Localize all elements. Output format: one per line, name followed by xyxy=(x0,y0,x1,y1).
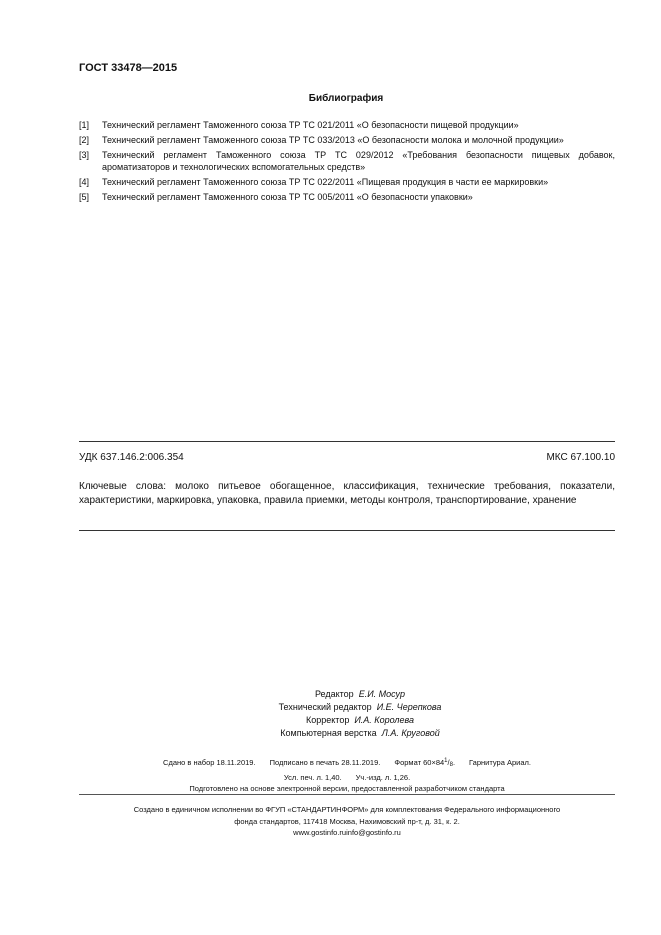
credit-layout xyxy=(150,727,570,740)
bottom-divider xyxy=(79,530,615,531)
credit-proofreader xyxy=(150,714,570,727)
bibliography-item xyxy=(79,120,615,132)
imprint-line-1 xyxy=(79,756,615,772)
standard-code: ГОСТ 33478—2015 xyxy=(79,62,178,74)
signed-date: Подписано в печать 28.11.2019. xyxy=(269,758,381,767)
mks-code: МКС 67.100.10 xyxy=(546,452,615,463)
footer-contacts xyxy=(79,827,615,839)
bibliography-list xyxy=(79,120,615,207)
reference-text: Технический регламент Таможенного союза ТР ТС 005/2011 «О безопасности упаковки» xyxy=(102,191,473,202)
reference-text: Технический регламент Таможенного союза ТР ТС 029/2012 «Требования безопасности пищевых добавок, ароматизаторов и технологических вспомогательных средств» xyxy=(102,150,615,172)
reference-number: [1] xyxy=(79,120,90,130)
website-link[interactable]: www.gostinfo.ru xyxy=(293,828,347,837)
footer-line-1: Создано в единичном исполнении во ФГУП «СТАНДАРТИНФОРМ» для комплектования Федерального информационного xyxy=(133,805,561,814)
credits-block xyxy=(150,688,570,740)
credit-role: Корректор xyxy=(306,715,350,725)
credit-editor xyxy=(150,688,570,701)
credit-name: Е.И. Мосур xyxy=(358,689,406,699)
bibliography-item xyxy=(79,135,615,147)
submitted-date: Сдано в набор 18.11.2019. xyxy=(163,758,256,767)
keywords: Ключевые слова: молоко питьевое обогащенное, классификация, технические требования, показатели, характеристики, маркировка, упаковка, правила приемки, методы контроля, транспортирование, хранение xyxy=(79,481,615,506)
bibliography-item xyxy=(79,150,615,173)
reference-text: Технический регламент Таможенного союза ТР ТС 033/2013 «О безопасности молока и молочной продукции» xyxy=(102,135,564,145)
credit-role: Технический редактор xyxy=(278,702,372,712)
credit-role: Редактор xyxy=(314,689,354,699)
top-divider xyxy=(79,441,615,442)
credit-name: И.Е. Черепкова xyxy=(376,702,442,712)
bibliography-title: Библиография xyxy=(308,93,384,104)
footer-line-2: фонда стандартов, 117418 Москва, Нахимовский пр-т, д. 31, к. 2. xyxy=(234,816,460,826)
credit-role: Компьютерная верстка xyxy=(280,728,377,738)
reference-text: Технический регламент Таможенного союза ТР ТС 022/2011 «Пищевая продукция в части ее маркировки» xyxy=(102,176,549,187)
credit-tech-editor xyxy=(150,701,570,714)
reference-number: [2] xyxy=(79,135,90,145)
reference-number: [5] xyxy=(79,191,90,202)
imprint-line-2 xyxy=(79,772,615,784)
bibliography-item xyxy=(79,192,615,204)
paper-format: Формат $60\times 84^1/_8$. xyxy=(394,758,456,768)
bibliography-item xyxy=(79,177,615,189)
reference-number: [4] xyxy=(79,176,90,187)
reference-text: Технический регламент Таможенного союза ТР ТС 021/2011 «О безопасности пищевой продукции» xyxy=(102,120,519,130)
udk-code: УДК 637.146.2:006.354 xyxy=(79,452,184,463)
credit-name: И.А. Королева xyxy=(354,715,414,725)
typeface: Гарнитура Ариал. xyxy=(469,758,531,767)
publishing-sheets: Уч.-изд. л. 1,26. xyxy=(355,772,411,782)
reference-number: [3] xyxy=(79,150,90,160)
prepared-note: Подготовлено на основе электронной версии, предоставленной разработчиком стандарта xyxy=(189,784,505,793)
imprint-block xyxy=(79,756,615,795)
publisher-footer xyxy=(79,804,615,839)
credit-name: Л.А. Круговой xyxy=(381,728,440,738)
email-link[interactable]: info@gostinfo.ru xyxy=(346,828,401,837)
footer-divider xyxy=(79,794,615,795)
print-sheets: Усл. печ. л. 1,40. xyxy=(283,772,342,782)
